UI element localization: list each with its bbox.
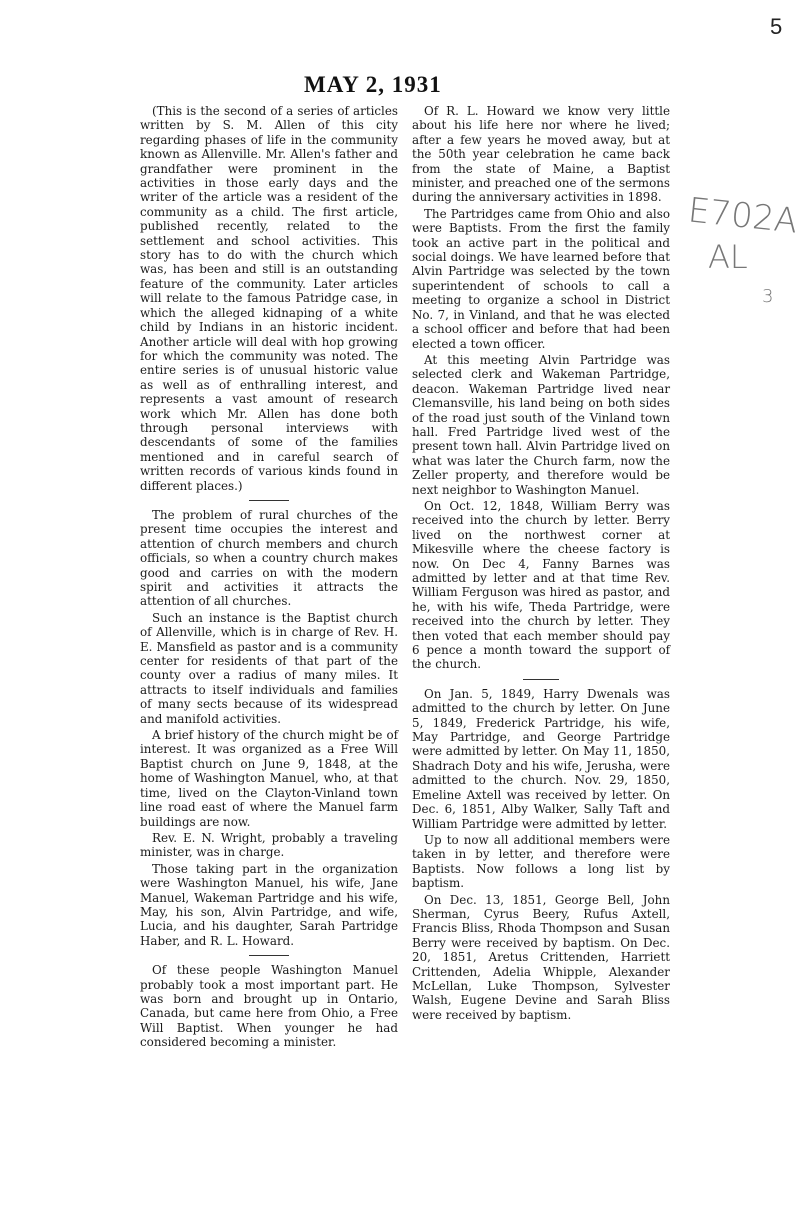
paragraph: Up to now all additional members were taken in by letter, and therefore were Baptists. Now follows a long list by baptism. bbox=[412, 832, 670, 891]
paragraph: On Oct. 12, 1848, William Berry was received into the church by letter. Berry lived on the northwest corner at Mikesville where the cheese factory is now. On Dec 4, Fanny Barnes was admitted by letter and at that time Rev. William Ferguson was hired as pastor, and he, with his wife, Theda Partridge, were received into the church by letter. They then voted that each member should pay 6 pence a month toward the support of the church. bbox=[412, 498, 670, 672]
paragraph: A brief history of the church might be of interest. It was organized as a Free Will Baptist church on June 9, 1848, at the home of Washington Manuel, who, at that time, lived on the Clayton-Vinland town line road east of where the Manuel farm buildings are now. bbox=[140, 728, 398, 829]
section-divider bbox=[523, 679, 559, 680]
paragraph: Of R. L. Howard we know very little about his life here nor where he lived; after a few years he moved away, but at the 50th year celebration he came back from the state of Maine, a Baptist minister, and preached one of the sermons during the anniversary activities in 1898. bbox=[412, 104, 670, 205]
paragraph: Such an instance is the Baptist church of Allenville, which is in charge of Rev. H. E. Mansfield as pastor and is a community center for residents of that part of the county over a radius of many miles. It attracts to itself individuals and families of many sects because of its widespread and manifold activities. bbox=[140, 610, 398, 726]
paragraph: On Jan. 5, 1849, Harry Dwenals was admitted to the church by letter. On June 5, 1849, Frederick Partridge, his wife, May Partridge, and George Partridge were admitted by letter. On May 11, 1850, Shadrach Doty and his wife, Jerusha, were admitted to the church. Nov. 29, 1850, Emeline Axtell was received by letter. On Dec. 6, 1851, Alby Walker, Sally Taft and William Partridge were admitted by letter. bbox=[412, 686, 670, 831]
handwritten-initials: AL bbox=[708, 238, 748, 276]
handwritten-catalog-code: E702A bbox=[686, 190, 800, 242]
article-date-heading: MAY 2, 1931 bbox=[304, 72, 442, 97]
right-column bbox=[412, 104, 670, 1022]
paragraph: Those taking part in the organization were Washington Manuel, his wife, Jane Manuel, Wakeman Partridge and his wife, May, his son, Alvin Partridge, and wife, Lucia, and his daughter, Sarah Partridge Haber, and R. L. Howard. bbox=[140, 861, 398, 948]
section-divider bbox=[249, 500, 289, 501]
left-column bbox=[140, 104, 398, 1050]
section-divider bbox=[249, 955, 289, 956]
paragraph: The Partridges came from Ohio and also were Baptists. From the first the family took an active part in the political and social doings. We have learned before that Alvin Partridge was selected by the town superintendent of schools to call a meeting to organize a school in District No. 7, in Vinland, and that he was elected a school officer and before that had been elected a town officer. bbox=[412, 206, 670, 351]
handwritten-number: 3 bbox=[762, 286, 774, 307]
paragraph: On Dec. 13, 1851, George Bell, John Sherman, Cyrus Beery, Rufus Axtell, Francis Bliss, Rhoda Thompson and Susan Berry were received by baptism. On Dec. 20, 1851, Aretus Crittenden, Harriett Crittenden, Adelia Whipple, Alexander McLellan, Luke Thompson, Sylvester Walsh, Eugene Devine and Sarah Bliss were received by baptism. bbox=[412, 892, 670, 1022]
paragraph: Of these people Washington Manuel probably took a most important part. He was born and brought up in Ontario, Canada, but came here from Ohio, a Free Will Baptist. When younger he had considered becoming a minister. bbox=[140, 963, 398, 1050]
paragraph: The problem of rural churches of the present time occupies the interest and attention of church members and church officials, so when a country church makes good and carries on with the modern spirit and activities it attracts the attention of all churches. bbox=[140, 507, 398, 609]
page-number: 5 bbox=[770, 14, 783, 39]
editor-intro-paragraph: (This is the second of a series of articles written by S. M. Allen of this city regarding phases of life in the community known as Allenville. Mr. Allen's father and grandfather were prominent in the activities in those early days and the writer of the article was a resident of the community as a child. The first article, published recently, related to the settlement and school activities. This story has to do with the church which was, has been and still is an outstanding feature of the community. Later articles will relate to the famous Patridge case, in which the alleged kidnaping of a white child by Indians in an historic incident. Another article will deal with hop growing for which the community was noted. The entire series is of unusual historic value as well as of enthralling interest, and represents a vast amount of research work which Mr. Allen has done both through personal interviews with descendants of some of the families mentioned and in careful search of written records of various kinds found in different places.) bbox=[140, 104, 398, 493]
paragraph: At this meeting Alvin Partridge was selected clerk and Wakeman Partridge, deacon. Wakeman Partridge lived near Clemansville, his land being on both sides of the road just south of the Vinland town hall. Fred Partridge lived west of the present town hall. Alvin Partridge lived on what was later the Church farm, now the Zeller property, and therefore would be next neighbor to Washington Manuel. bbox=[412, 352, 670, 497]
paragraph: Rev. E. N. Wright, probably a traveling minister, was in charge. bbox=[140, 830, 398, 860]
